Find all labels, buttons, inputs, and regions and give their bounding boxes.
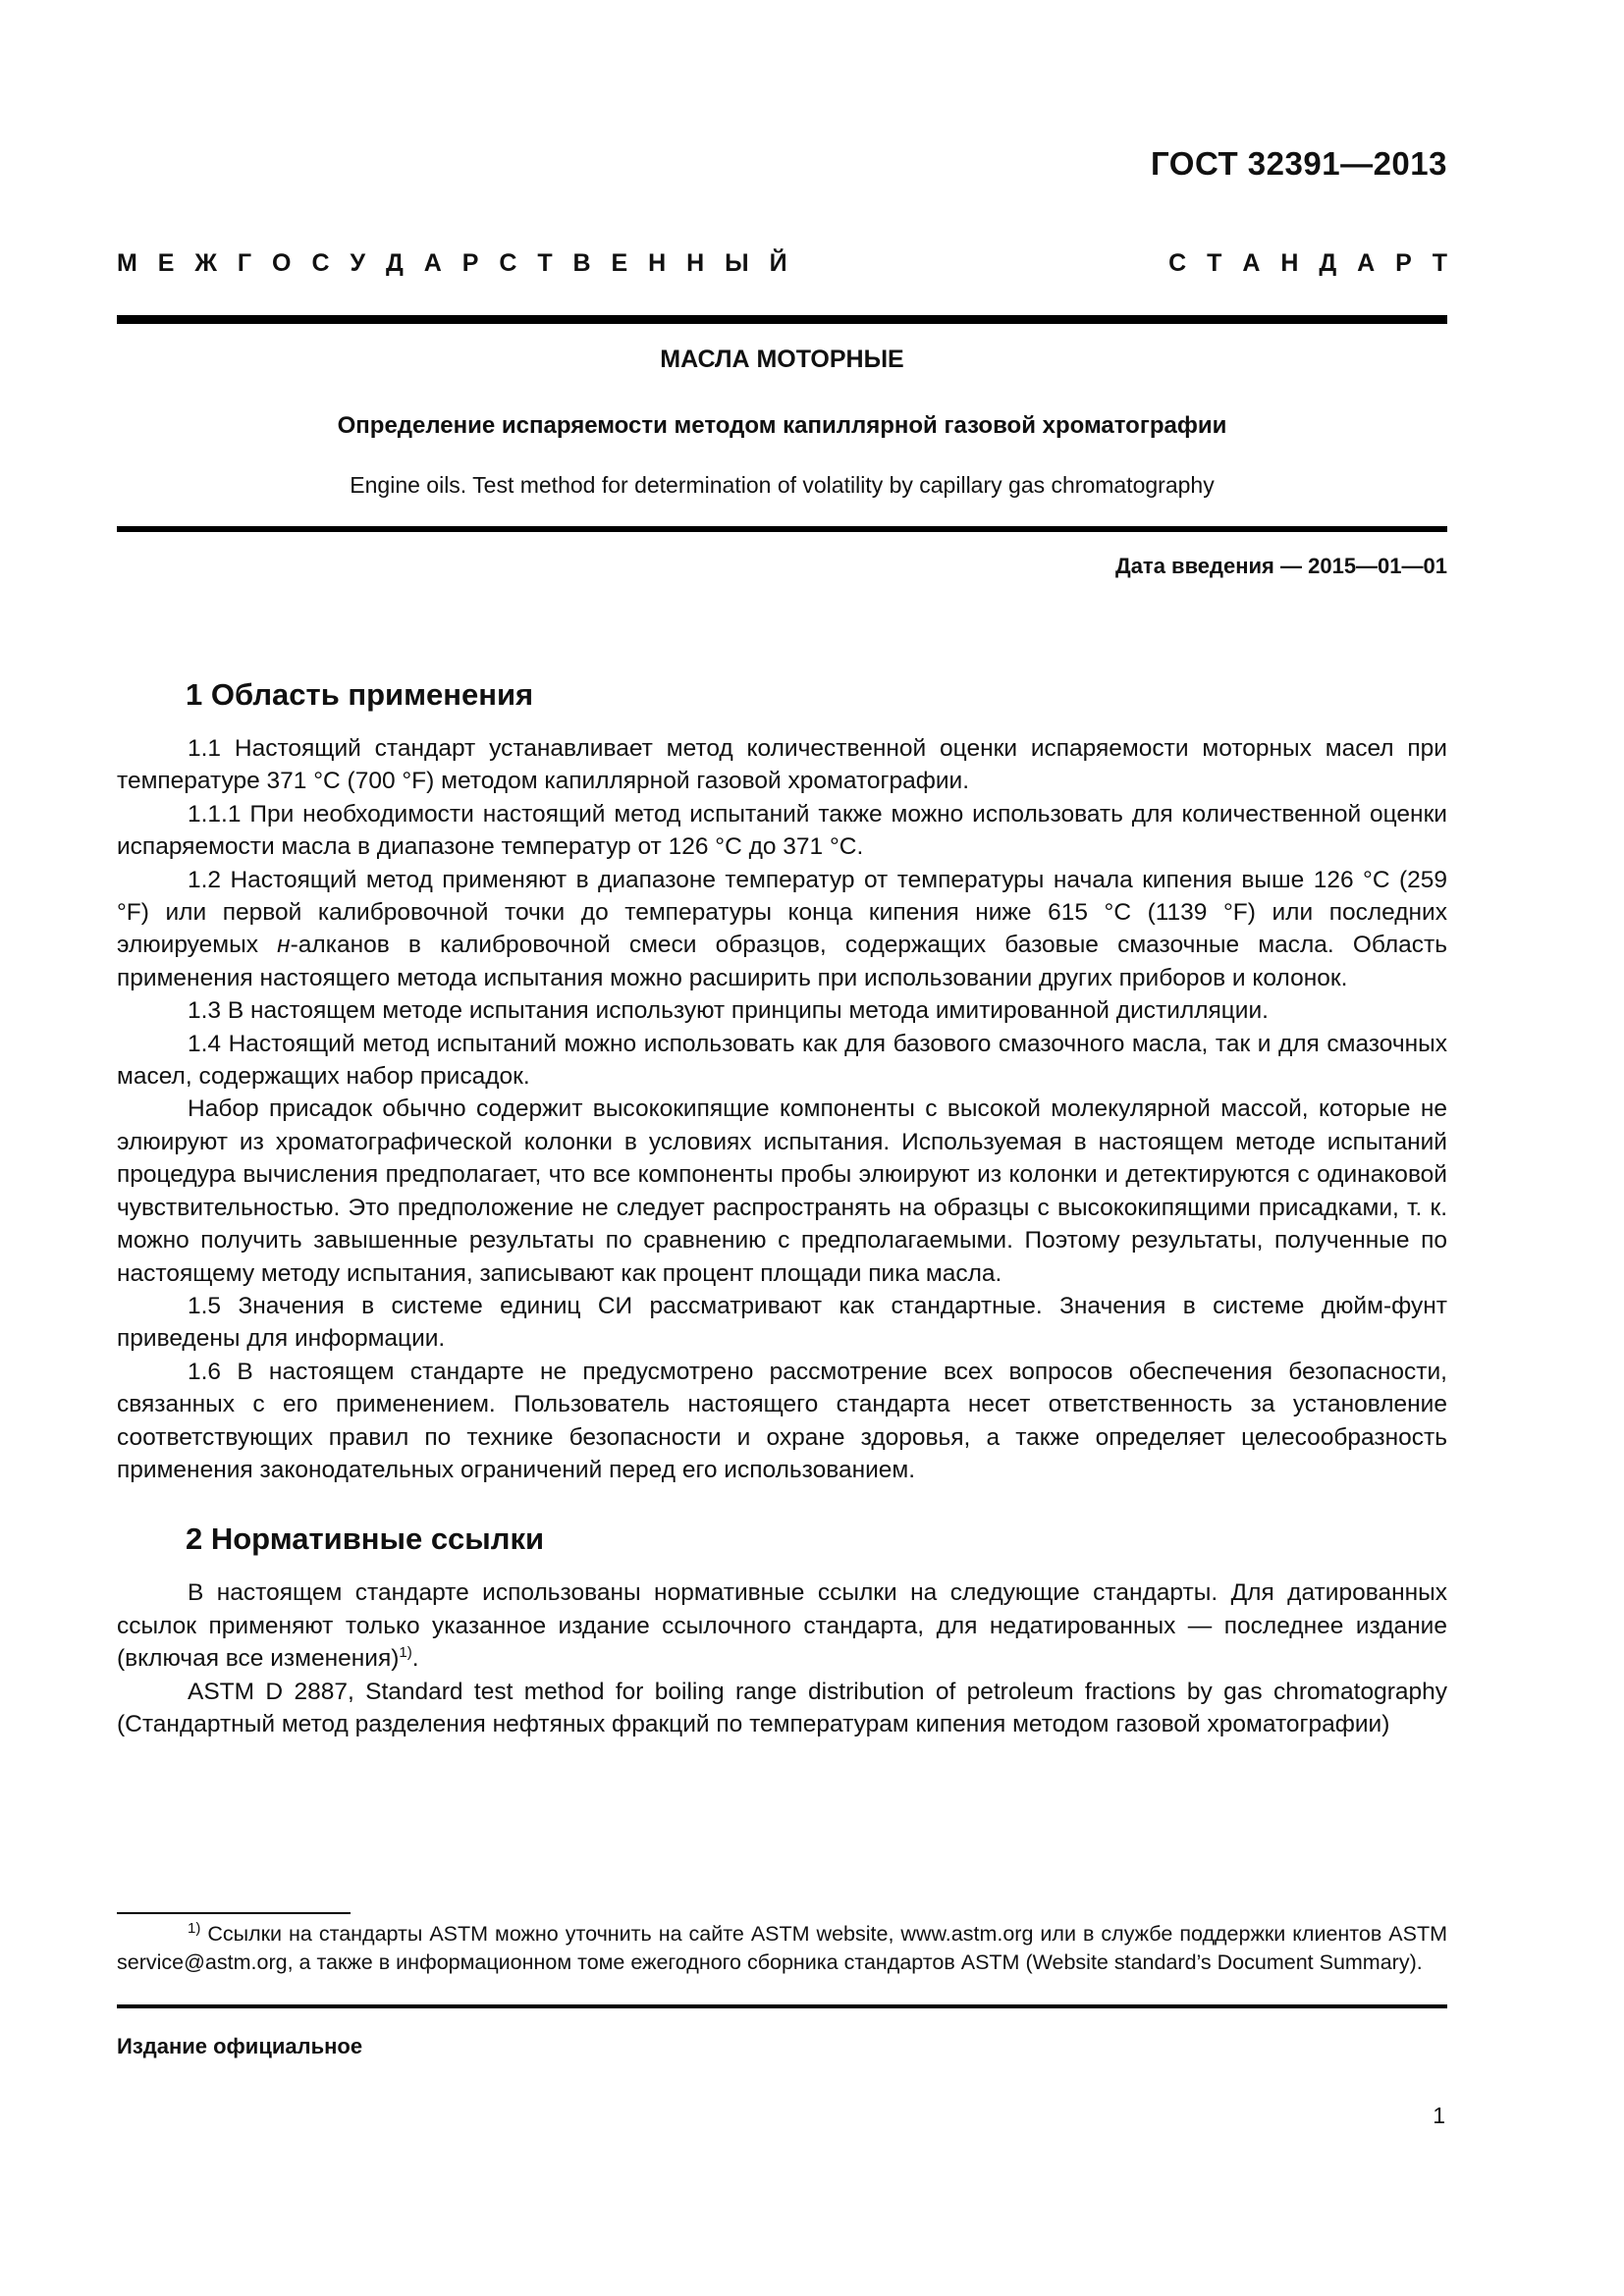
document-body: [117, 675, 1447, 1740]
paragraph-1-4: 1.4 Настоящий метод испытаний можно использовать как для базового смазочного масла, так и для смазочных масел, содержащих набор присадок.: [117, 1030, 1447, 1091]
document-title: МАСЛА МОТОРНЫЕ: [660, 346, 904, 373]
title-rule: [117, 526, 1447, 532]
standard-type-banner: [117, 249, 1447, 278]
standard-type-word-interstate: М Е Ж Г О С У Д А Р С Т В Е Н Н Ы Й: [117, 249, 787, 277]
bottom-rule: [117, 2004, 1447, 2008]
document-number: ГОСТ 32391—2013: [1151, 145, 1447, 182]
paragraph-1-5: 1.5 Значения в системе единиц СИ рассматривают как стандартные. Значения в системе дюйм-фунт приведены для информации.: [117, 1292, 1447, 1353]
top-rule: [117, 315, 1447, 324]
paragraph-1-1-1: 1.1.1 При необходимости настоящий метод испытаний также можно использовать для количественной оценки испаряемости масла в диапазоне температур от 126 °С до 371 °С.: [117, 800, 1447, 861]
paragraph-additives: Набор присадок обычно содержит высококипящие компоненты с высокой молекулярной массой, которые не элюируют из хроматографической колонки в условиях испытания. Используемая в настоящем методе испытаний процедура вычисления предполагает, что все компоненты пробы элюируют из колонки и детектируются с одинаковой чувствительностью. Это предположение не следует распространять на образцы с высококипящими присадками, т. к. можно получить завышенные результаты по сравнению с предполагаемыми. Поэтому результаты, полученные по настоящему методу испытания, записывают как процент площади пика масла.: [117, 1095, 1447, 1287]
paragraph-astm-reference: ASTM D 2887, Standard test method for boiling range distribution of petroleum fractions by gas chromatography (Стандартный метод разделения нефтяных фракций по температурам кипения методом газовой хроматографии): [117, 1678, 1447, 1737]
footnote-marker: 1): [188, 1919, 201, 1937]
introduction-date: Дата введения — 2015—01—01: [1115, 554, 1447, 578]
section-2-heading: 2 Нормативные ссылки: [186, 1522, 545, 1557]
paragraph-1-1: 1.1 Настоящий стандарт устанавливает метод количественной оценки испаряемости моторных масел при температуре 371 °С (700 °F) методом капиллярной газовой хроматографии.: [117, 735, 1447, 795]
paragraph-1-3: 1.3 В настоящем методе испытания используют принципы метода имитированной дистилляции.: [188, 997, 1269, 1025]
footnote: $^{1)}$ Ссылки на стандарты ASTM можно уточнить на сайте ASTM website, www.astm.org или в службе поддержки клиентов ASTM service@astm.org, а также в информационном томе ежегодного сборника стандартов ASTM (Website standard’s Document Summary).: [117, 1919, 1447, 1974]
standard-type-word-standard: С Т А Н Д А Р Т: [1168, 249, 1447, 277]
english-title: Engine oils. Test method for determination of volatility by capillary gas chromatography: [350, 472, 1215, 498]
paragraph-2-1: В настоящем стандарте использованы нормативные ссылки на следующие стандарты. Для датированных ссылок применяют только указанное издание ссылочного стандарта, для недатированных — последнее издание (включая все изменения)$^{1)}$.: [117, 1579, 1447, 1673]
paragraph-1-2: 1.2 Настоящий метод применяют в диапазоне температур от температуры начала кипения выше 126 °С (259 °F) или первой калибровочной точки до температуры конца кипения ниже 615 °С (1139 °F) или последних элюируемых н-алканов в калибровочной смеси образцов, содержащих базовые смазочные масла. Область применения настоящего метода испытания можно расширить при использовании других приборов и колонок.: [117, 866, 1448, 991]
document-subtitle: Определение испаряемости методом капиллярной газовой хроматографии: [337, 412, 1227, 439]
section-1-heading: 1 Область применения: [186, 677, 534, 712]
page-number: 1: [1433, 2103, 1445, 2128]
footnote-ref: 1): [399, 1644, 412, 1661]
footnote-separator: [117, 1912, 351, 1914]
official-edition-label: Издание официальное: [117, 2034, 363, 2058]
paragraph-1-6: 1.6 В настоящем стандарте не предусмотрено рассмотрение всех вопросов обеспечения безопасности, связанных с его применением. Пользователь настоящего стандарта несет ответственность за установление соответствующих правил по технике безопасности и охране здоровья, а также определяет целесообразность применения законодательных ограничений перед его использованием.: [117, 1358, 1447, 1483]
